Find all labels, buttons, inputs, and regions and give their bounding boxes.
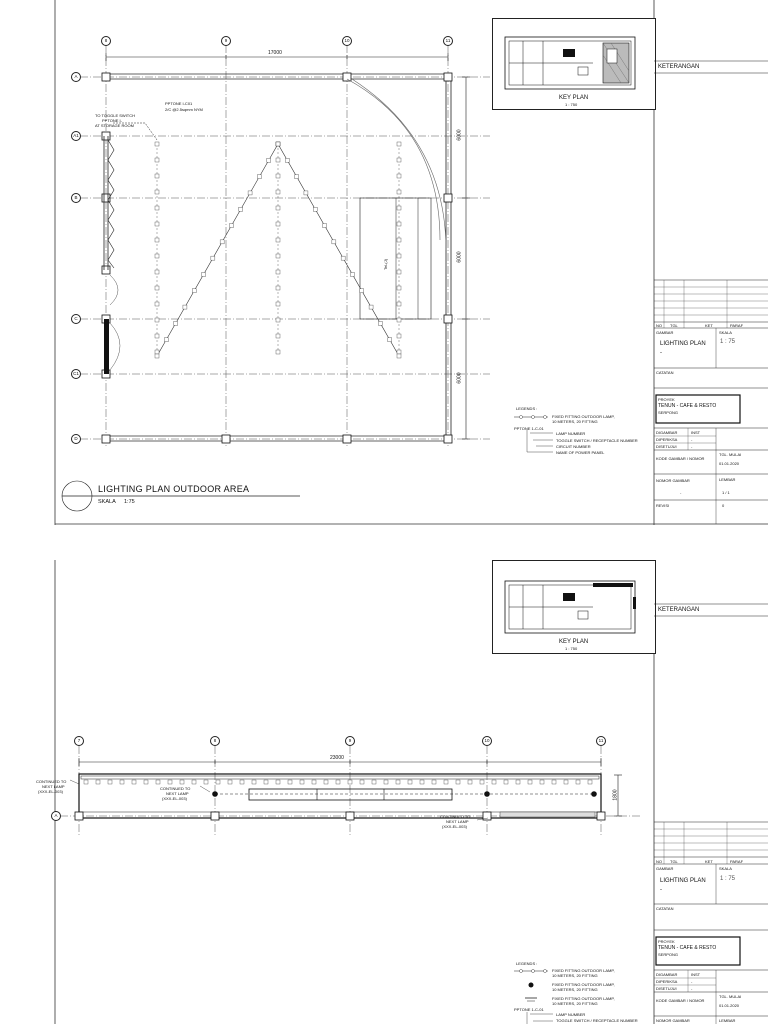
key-plan-title: KEY PLAN [559,95,589,101]
tb1-role-1: DIGAMBAR [656,430,678,435]
dimension-right-2: 6000 [456,251,463,263]
lamp-fixture [132,780,136,784]
lamp-fixture [276,206,280,210]
tb2-rev-paraf: PARAF [730,859,744,864]
tb2-role-3: DISETUJUI [656,986,677,991]
lamp-fixture [155,222,159,226]
lamp-fixture [192,289,196,293]
lamp-fixture [341,256,345,260]
s2-note-mid-1: CONTINUED TO [160,786,191,791]
note-circuit-2: 2/C @2.5sqmm NYM [165,107,203,112]
lamp-fixture [155,354,159,358]
lamp-fixture [228,780,232,784]
legend-code: PPTONE 1-C-01 [514,426,544,431]
lamp-fixture [257,175,261,179]
lamp-fixture [276,286,280,290]
tb2-catatan: CATATAN [656,906,674,911]
lamp-fixture [229,224,233,228]
tb1-keterangan: KETERANGAN [658,64,700,70]
lamp-fixture [276,270,280,274]
lamp-fixture [397,222,401,226]
lamp-fixture [276,158,280,162]
lamp-fixture [324,780,328,784]
tb1-role-2-val: - [691,437,693,442]
tb1-rev-paraf: PARAF [730,323,744,328]
s2-grid-bubble-8: 8 [210,736,220,746]
lamp-fixture [336,780,340,784]
grid-bubble-C: C [71,314,81,324]
lamp-fixture [304,191,308,195]
s2-note-right-3: (XXX-EL-003) [442,824,467,829]
lamp-fixture [264,780,268,784]
tb2-rev-ket: KET [705,859,713,864]
lamp-fixture [397,142,401,146]
tb2-project-sub: SERPONG [658,952,679,957]
tb1-role-2: DIPERIKSA [656,437,678,442]
grid-bubble-C1: C1 [71,369,81,379]
tb2-code-label: KODE GAMBAR / NOMOR [656,998,705,1003]
grid-bubble-8: 8 [101,36,111,46]
lamp-fixture [397,334,401,338]
tb2-project-name: TENUN - CAFE & RESTO [658,945,717,951]
lamp-fixture [192,780,196,784]
lamp-fixture [576,780,580,784]
tb1-lembar-val: 1 / 1 [722,490,730,495]
s2-note-left-2: NEXT LAMP [42,784,65,789]
s2-legend-item-1: FIXED FITTING OUTDOOR LAMP, [552,968,615,973]
tb2-no-label: NOMOR GAMBAR [656,1018,690,1023]
lamp-fixture [155,350,159,354]
lamp-fixture [397,254,401,258]
tb1-rev-tgl: TGL [670,323,678,328]
lamp-fixture [397,158,401,162]
s2-legend-title: LEGENDS : [516,961,538,966]
lamp-fixture [360,289,364,293]
tb2-role-1: DIGAMBAR [656,972,678,977]
lamp-fixture [444,780,448,784]
tb1-drawing-name: LIGHTING PLAN [660,341,706,347]
s2-legend-code: PPTONE 1-C-01 [514,1007,544,1012]
grid-bubble-9: 9 [221,36,231,46]
lamp-fixture [528,780,532,784]
lamp-fixture [267,158,271,162]
legend-item-3: LAMP NUMBER [556,431,586,436]
lamp-fixture [397,238,401,242]
lamp-fixture [388,338,392,342]
s2-note-right-2: NEXT LAMP [446,819,469,824]
lamp-fixture [348,780,352,784]
tb2-project-label: PROYEK [658,939,675,944]
legend-item-4: TOGGLE SWITCH / RECEPTACLE NUMBER [556,438,638,443]
lamp-fixture [155,190,159,194]
s2-note-mid-2: NEXT LAMP [166,791,189,796]
plan-title: LIGHTING PLAN OUTDOOR AREA [98,484,250,494]
grid-bubble-11: 11 [443,36,453,46]
lamp-fixture [96,780,100,784]
lamp-fixture [155,238,159,242]
s2-legend-item-4: 10 METERS, 20 FITTING [552,987,598,992]
lamp-fixture [552,780,556,784]
lamp-fixture [396,780,400,784]
s2-note-left-1: CONTINUED TO [36,779,67,784]
note-circuit-1: PPTONE I-C01 [165,101,193,106]
lamp-fixture [285,158,289,162]
lamp-fixture [164,338,168,342]
tb2-rev-tgl: TGL [670,859,678,864]
s2-note-left-3: (XXX-EL-003) [38,789,63,794]
tb1-no-label: NOMOR GAMBAR [656,478,690,483]
tb2-lembar-label: LEMBAR [719,1018,736,1023]
lamp-fixture [276,142,280,146]
lamp-fixture [174,321,178,325]
s2-dimension-top: 23000 [330,755,344,761]
s2-legend-item-3: FIXED FITTING OUTDOOR LAMP, [552,982,615,987]
lamp-fixture [220,240,224,244]
lamp-fixture [156,780,160,784]
tb1-rev-val: 0 [722,503,725,508]
s2-legend-item-2: 10 METERS, 20 FITTING [552,973,598,978]
key-plan-box [492,18,656,110]
lamp-fixture [300,780,304,784]
dimension-right-3: 6000 [456,372,463,384]
s2-key-plan-box [492,560,656,654]
lamp-fixture [313,207,317,211]
lamp-fixture [397,318,401,322]
lamp-fixture [204,780,208,784]
lamp-fixture [276,254,280,258]
lamp-fixture [183,305,187,309]
legend-item-2: 10 METERS, 20 FITTING [552,419,598,424]
tb2-role-2: DIPERIKSA [656,979,678,984]
tb2-drawing-name-2: - [660,887,662,893]
lamp-fixture [360,780,364,784]
lamp-fixture [397,190,401,194]
tb2-keterangan: KETERANGAN [658,607,700,613]
legend-item-5: CIRCUIT NUMBER [556,444,591,449]
tb1-role-1-val: INST [691,430,701,435]
tb2-tgl-label: TGL. MULAI [719,994,742,999]
lamp-fixture [155,318,159,322]
note-toggle-3: AT STORAGE ROOM [95,123,134,128]
lamp-fixture [276,334,280,338]
tb1-code-label: KODE GAMBAR / NOMOR [656,456,705,461]
drawing-sheet-2 [0,560,768,1024]
lamp-fixture [216,780,220,784]
lamp-fixture [276,222,280,226]
tb2-rev-no: NO [656,859,662,864]
s2-legend-item-8: TOGGLE SWITCH / RECEPTACLE NUMBER [556,1018,638,1023]
s2-dimension-right: 1800 [612,789,619,801]
lamp-fixture [480,780,484,784]
tb2-role-2-val: - [691,979,693,984]
lamp-fixture [492,780,496,784]
s2-legend-item-5: FIXED FITTING OUTDOOR LAMP, [552,996,615,1001]
lamp-fixture [397,354,401,358]
s2-grid-bubble-A: A [51,811,61,821]
lamp-fixture [384,780,388,784]
lamp-fixture [276,318,280,322]
tb2-tgl-val: 01.01.2020 [719,1003,740,1008]
tb1-role-3: DISETUJUI [656,444,677,449]
s2-legend-item-7: LAMP NUMBER [556,1012,586,1017]
lamp-fixture [408,780,412,784]
lamp-fixture [155,174,159,178]
lamp-fixture [323,224,327,228]
tb1-no-val: - [680,490,682,495]
lamp-fixture [155,334,159,338]
lamp-fixture [240,780,244,784]
tb1-skala-label: SKALA [719,330,732,335]
tb1-lembar-label: LEMBAR [719,477,736,482]
grid-bubble-10: 10 [342,36,352,46]
lamp-fixture [312,780,316,784]
tb2-role-1-val: INST [691,972,701,977]
tb1-project-label: PROYEK [658,397,675,402]
lamp-fixture [120,780,124,784]
lamp-fixture [420,780,424,784]
tb2-scale-value: 1 : 75 [720,876,736,882]
lamp-fixture [155,302,159,306]
tb1-rev-ket: KET [705,323,713,328]
tb1-tgl-label: TGL. MULAI [719,452,742,457]
lamp-fixture [276,780,280,784]
lamp-fixture [397,174,401,178]
note-toggle-1: TO TOGGLE SWITCH [95,113,136,118]
lamp-fixture [155,254,159,258]
key-plan-scale: 1 : 750 [565,102,578,107]
tb1-tgl-val: 01.01.2020 [719,461,740,466]
lamp-fixture [276,238,280,242]
lamp-fixture [252,780,256,784]
legend-item-1: FIXED FITTING OUTDOOR LAMP, [552,414,615,419]
plan-scale-value: 1:75 [124,499,135,505]
grid-bubble-D: D [71,434,81,444]
lamp-fixture [248,191,252,195]
lamp-fixture [144,780,148,784]
tb1-project-sub: SERPONG [658,410,679,415]
lamp-fixture [397,286,401,290]
lamp-fixture [211,256,215,260]
lamp-fixture [276,302,280,306]
lamp-fixture [397,206,401,210]
lamp-fixture [155,206,159,210]
tb2-gambar-label: GAMBAR [656,866,674,871]
tb1-catatan: CATATAN [656,370,674,375]
lamp-fixture [397,270,401,274]
lamp-fixture [456,780,460,784]
s2-grid-bubble-7: 7 [74,736,84,746]
tb1-role-3-val: - [691,444,693,449]
lamp-fixture [372,780,376,784]
lamp-fixture [564,780,568,784]
s2-grid-bubble-9: 9 [345,736,355,746]
s2-key-plan-scale: 1 : 750 [565,646,578,651]
tb1-rev-label: REVISI [656,503,670,508]
lamp-fixture [397,302,401,306]
lamp-fixture [332,240,336,244]
dimension-top: 17000 [268,50,282,56]
lamp-fixture [350,272,354,276]
tb2-drawing-name: LIGHTING PLAN [660,878,706,884]
lamp-fixture [202,272,206,276]
lamp-fixture [432,780,436,784]
s2-grid-bubble-11: 11 [596,736,606,746]
plan-scale-label: SKALA [98,499,116,505]
s2-note-mid-3: (XXX-EL-003) [162,796,187,801]
center-label: Tel-(J) [383,258,389,271]
lamp-fixture [276,350,280,354]
lamp-fixture [155,270,159,274]
s2-key-plan-title: KEY PLAN [559,639,589,645]
tb1-gambar-label: GAMBAR [656,330,674,335]
legend-title: LEGENDS : [516,406,538,411]
lamp-fixture [468,780,472,784]
lamp-fixture [155,158,159,162]
lamp-fixture [588,780,592,784]
dimension-right-1: 6000 [456,129,463,141]
lamp-fixture [369,305,373,309]
lamp-fixture [168,780,172,784]
tb2-skala-label: SKALA [719,866,732,871]
lamp-fixture [155,286,159,290]
lamp-fixture [155,142,159,146]
tb1-rev-no: NO [656,323,662,328]
lamp-fixture [180,780,184,784]
lamp-fixture [276,190,280,194]
lamp-fixture [108,780,112,784]
tb1-scale-value: 1 : 75 [720,339,736,345]
lamp-fixture [540,780,544,784]
tb1-project-name: TENUN - CAFE & RESTO [658,403,717,409]
tb2-role-3-val: - [691,986,693,991]
lamp-fixture [276,174,280,178]
grid-bubble-B: B [71,193,81,203]
legend-item-6: NAME OF POWER PANEL [556,450,605,455]
grid-bubble-A1: A1 [71,131,81,141]
tb1-drawing-name-2: - [660,350,662,356]
lamp-fixture [295,175,299,179]
note-toggle-2: PPTONE I- [102,118,122,123]
lamp-fixture [397,350,401,354]
s2-note-right-1: CONTINUED TO [440,814,471,819]
lamp-fixture [504,780,508,784]
lamp-fixture [84,780,88,784]
s2-grid-bubble-10: 10 [482,736,492,746]
lamp-fixture [378,321,382,325]
lamp-fixture [239,207,243,211]
lamp-fixture [288,780,292,784]
grid-bubble-A: A [71,72,81,82]
s2-legend-item-6: 10 METERS, 20 FITTING [552,1001,598,1006]
lamp-fixture [516,780,520,784]
